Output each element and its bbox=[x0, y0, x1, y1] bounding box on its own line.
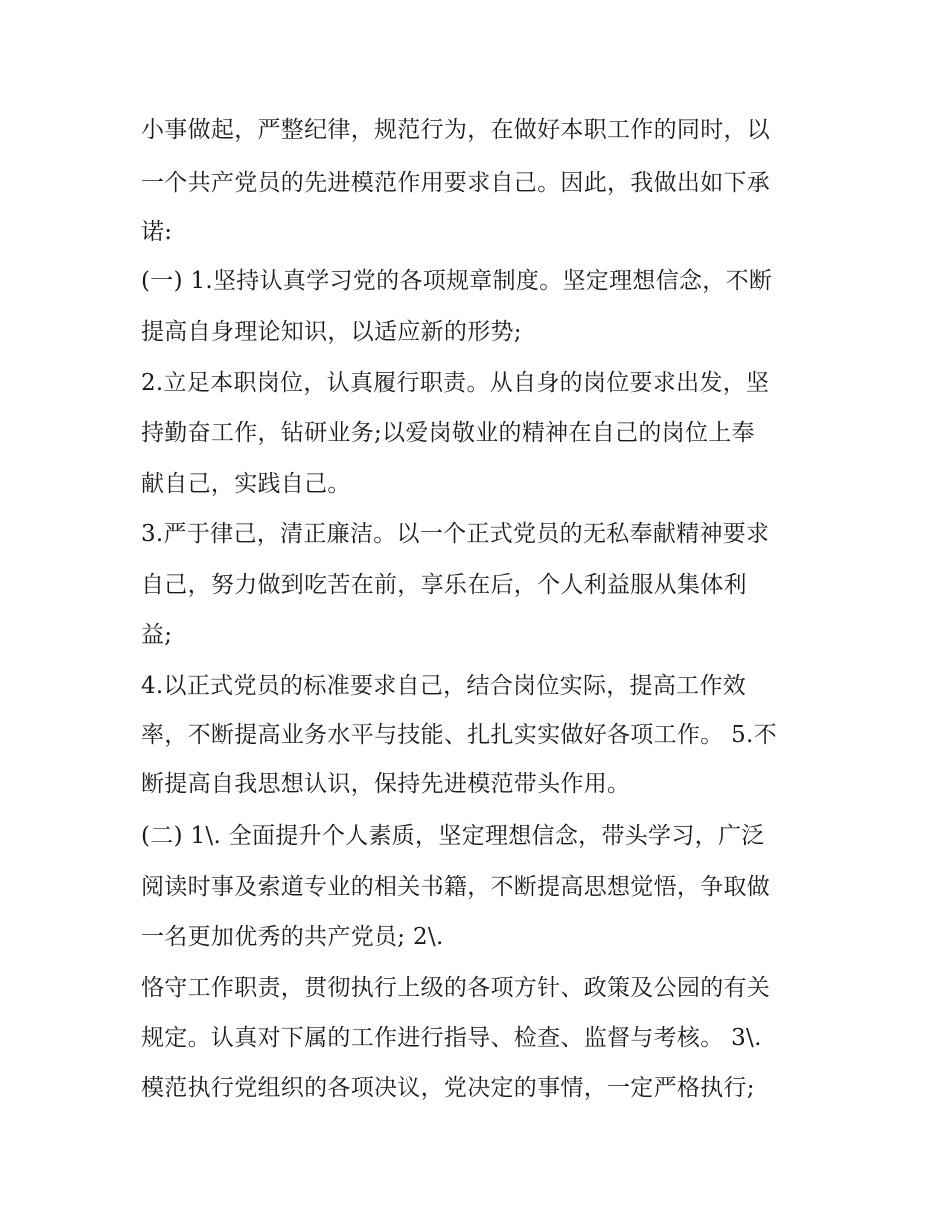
text-line: 恪守工作职责，贯彻执行上级的各项方针、政策及公园的有关 bbox=[141, 975, 771, 1001]
text-line: 提高自身理论知识，以适应新的形势; bbox=[141, 319, 522, 345]
text-line: 献自己，实践自己。 bbox=[141, 471, 351, 497]
text-line: 自己，努力做到吃苦在前，享乐在后，个人利益服从集体利 bbox=[141, 572, 747, 598]
text-line: 率，不断提高业务水平与技能、扎扎实实做好各项工作。 5.不 bbox=[141, 722, 777, 748]
text-line: 2.立足本职岗位，认真履行职责。从自身的岗位要求出发，坚 bbox=[141, 370, 770, 396]
text-line: 一个共产党员的先进模范作用要求自己。因此，我做出如下承 bbox=[141, 170, 771, 196]
text-line: 断提高自我思想认识，保持先进模范带头作用。 bbox=[141, 771, 631, 797]
text-line: (一) 1.坚持认真学习党的各项规章制度。坚定理想信念，不断 bbox=[141, 268, 773, 294]
text-line: 3.严于律己，清正廉洁。以一个正式党员的无私奉献精神要求 bbox=[141, 521, 770, 547]
text-line: 持勤奋工作，钻研业务;以爱岗敬业的精神在自己的岗位上奉 bbox=[141, 420, 755, 446]
text-line: 益; bbox=[141, 622, 173, 648]
text-line: 小事做起，严整纪律，规范行为，在做好本职工作的同时，以 bbox=[141, 117, 771, 143]
text-line: 一名更加优秀的共产党员; 2\. bbox=[141, 924, 444, 950]
text-line: 诺: bbox=[141, 219, 173, 245]
text-line: 阅读时事及索道专业的相关书籍，不断提高思想觉悟，争取做 bbox=[141, 874, 771, 900]
text-line: 规定。认真对下属的工作进行指导、检查、监督与考核。 3\. bbox=[141, 1025, 762, 1051]
text-line: 4.以正式党员的标准要求自己，结合岗位实际，提高工作效 bbox=[141, 673, 747, 699]
text-line: (二) 1\. 全面提升个人素质，坚定理想信念，带头学习，广泛 bbox=[141, 823, 765, 849]
text-line: 模范执行党组织的各项决议，党决定的事情，一定严格执行; bbox=[141, 1075, 755, 1101]
